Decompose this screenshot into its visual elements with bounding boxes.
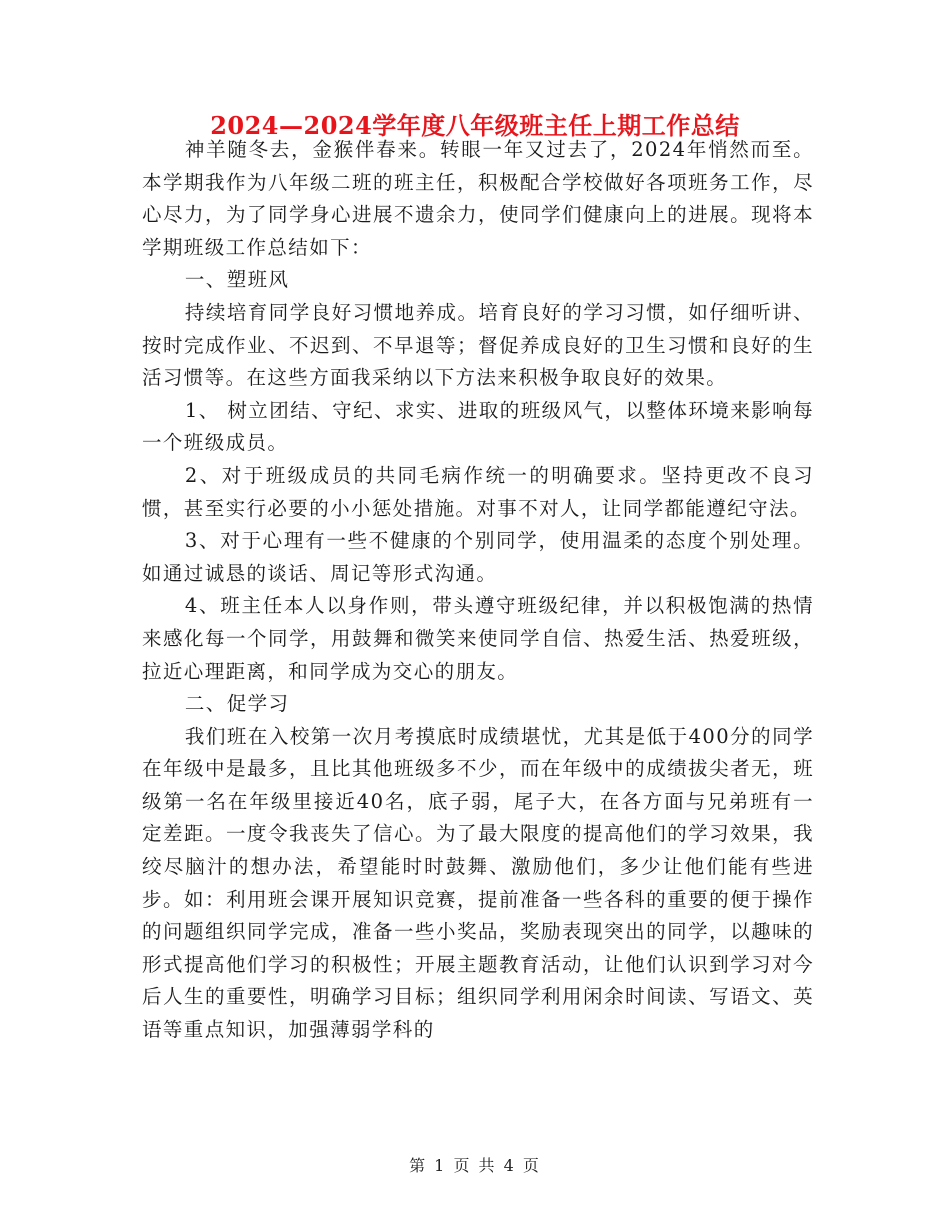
list-item-1: 1、 树立团结、守纪、求实、进取的班级风气，以整体环境来影响每一个班级成员。 <box>142 398 814 455</box>
section-heading-study: 二、促学习 <box>184 692 290 716</box>
document-title: 2024—2024学年度八年级班主任上期工作总结 <box>210 111 740 140</box>
list-item-2: 2、对于班级成员的共同毛病作统一的明确要求。坚持更改不良习惯，甚至实行必要的小小惩处措施。对事不对人，让同学都能遵纪守法。 <box>142 463 814 520</box>
document-body <box>142 134 814 1047</box>
paragraph-intro: 神羊随冬去，金猴伴春来。转眼一年又过去了，2024年悄然而至。本学期我作为八年级二班的班主任，积极配合学校做好各项班务工作，尽心尽力，为了同学身心进展不遗余力，使同学们健康向上的进展。现将本学期班级工作总结如下： <box>142 138 814 259</box>
section-heading-class-style: 一、塑班风 <box>184 268 290 292</box>
paragraph-study: 我们班在入校第一次月考摸底时成绩堪忧，尤其是低于400分的同学在年级中是最多，且比其他班级多不少，而在年级中的成绩拔尖者无，班级第一名在年级里接近40名，底子弱，尾子大，在各方面与兄弟班有一定差距。一度令我丧失了信心。为了最大限度的提高他们的学习效果，我绞尽脑汁的想办法，希望能时时鼓舞、激励他们，多少让他们能有些进步。如：利用班会课开展知识竞赛，提前准备一些各科的重要的便于操作的问题组织同学完成，准备一些小奖品，奖励表现突出的同学，以趣味的形式提高他们学习的积极性；开展主题教育活动，让他们认识到学习对今后人生的重要性，明确学习目标；组织同学利用闲余时间读、写语文、英语等重点知识，加强薄弱学科的 <box>142 724 814 1042</box>
list-item-4: 4、班主任本人以身作则，带头遵守班级纪律，并以积极饱满的热情来感化每一个同学，用鼓舞和微笑来使同学自信、热爱生活、热爱班级，拉近心理距离，和同学成为交心的朋友。 <box>142 594 814 683</box>
paragraph-habits: 持续培育同学良好习惯地养成。培育良好的学习习惯，如仔细听讲、按时完成作业、不迟到、不早退等；督促养成良好的卫生习惯和良好的生活习惯等。在这些方面我采纳以下方法来积极争取良好的效果。 <box>142 300 814 390</box>
page-footer: 第 1 页 共 4 页 <box>409 1156 541 1175</box>
list-item-3: 3、对于心理有一些不健康的个别同学，使用温柔的态度个别处理。如通过诚恳的谈话、周记等形式沟通。 <box>142 529 814 585</box>
